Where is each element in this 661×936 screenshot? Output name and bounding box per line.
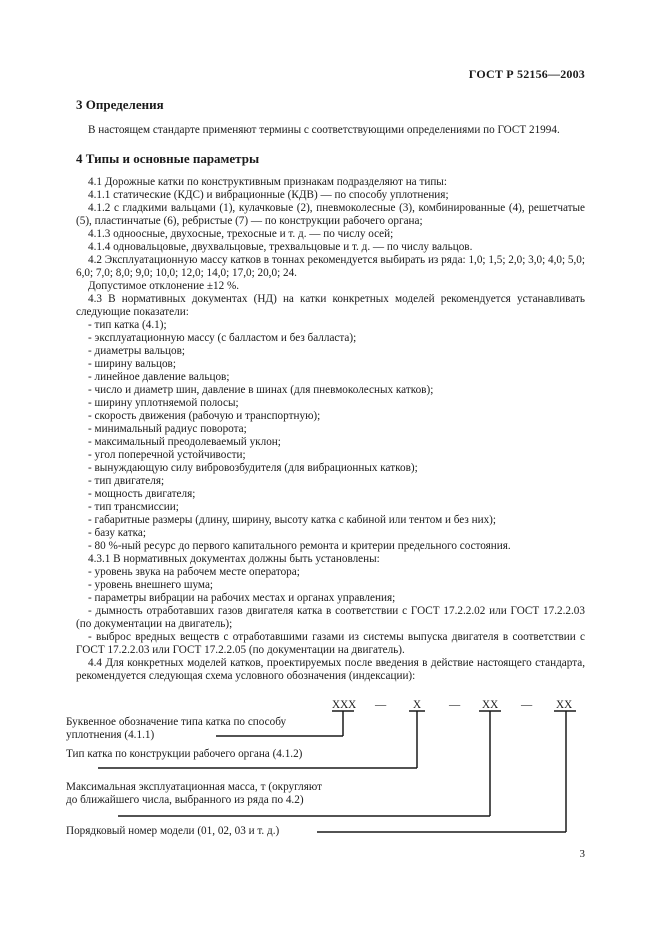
list-item: - ширину вальцов; (88, 358, 176, 370)
para-4-1-1: 4.1.1 статические (КДС) и вибрационные (КДВ) — по способу уплотнения; (88, 189, 449, 201)
para-4-3-1: 4.3.1 В нормативных документах должны быть установлены: (88, 553, 380, 565)
scheme-dash-2: — (449, 699, 461, 711)
list-item: - 80 %-ный ресурс до первого капитального ремонта и критерии предельного состояния. (88, 540, 511, 552)
list-item: - параметры вибрации на рабочих местах и органах управления; (88, 592, 396, 604)
list-item: - уровень внешнего шума; (88, 579, 214, 591)
para-4-1-4: 4.1.4 одновальцовые, двухвальцовые, трехвальцовые и т. д. — по числу вальцов. (88, 241, 473, 253)
list-item: - базу катка; (88, 527, 146, 539)
para-4-1-3: 4.1.3 одноосные, двухосные, трехосные и т. д. — по числу осей; (88, 228, 394, 240)
list-item: - линейное давление вальцов; (88, 371, 230, 383)
scheme-label-type: Буквенное обозначение типа катка по способу уплотнения (4.1.1) (66, 716, 287, 741)
scheme-label-mass: Максимальная эксплуатационная масса, т (округляют до ближайшего числа, выбранного из ряда по 4.2) (66, 781, 322, 806)
list-item: - эксплуатационную массу (с балластом и без балласта); (88, 332, 357, 344)
list-item: - тип трансмиссии; (88, 501, 179, 513)
list-item: - тип двигателя; (88, 475, 165, 487)
section-3-title: 3 Определения (76, 97, 164, 112)
list-item: - угол поперечной устойчивости; (88, 449, 246, 461)
scheme-label-model: Порядковый номер модели (01, 02, 03 и т. д.) (66, 825, 280, 837)
scheme-code-model: ХХ (556, 699, 573, 711)
page-number: 3 (579, 848, 585, 860)
para-4-4: 4.4 Для конкретных моделей катков, проектируемых после введения в действие настоящего стандарта, рекомендуется следующая схема условного обозначения (индексации): (76, 657, 585, 682)
list-item: - габаритные размеры (длину, ширину, высоту катка с кабиной или тентом и без них); (88, 514, 497, 526)
list-item: - мощность двигателя; (88, 488, 196, 500)
section-3-text: В настоящем стандарте применяют термины с соответствующими определениями по ГОСТ 21994. (88, 124, 560, 136)
list-item: - ширину уплотняемой полосы; (88, 397, 239, 409)
list-item: - число и диаметр шин, давление в шинах (для пневмоколесных катков); (88, 384, 434, 396)
document-header: ГОСТ Р 52156—2003 (468, 67, 585, 81)
para-smoke: - дымность отработавших газов двигателя катка в соответствии с ГОСТ 17.2.2.02 или ГОСТ 17.2.2.03 (по документации на двигатель); (76, 605, 585, 630)
scheme-label-design: Тип катка по конструкции рабочего органа (4.1.2) (66, 748, 303, 760)
list-item: - скорость движения (рабочую и транспортную); (88, 410, 321, 422)
para-4-2: 4.2 Эксплуатационную массу катков в тоннах рекомендуется выбирать из ряда: 1,0; 1,5; 2,0; 3,0; 4,0; 5,0; 6,0; 7,0; 8,0; 9,0; 10,0; 12,0; 14,0; 17,0; 20,0; 24. (76, 254, 585, 279)
para-emissions: - выброс вредных веществ с отработавшими газами из системы выпуска двигателя в соответствии с ГОСТ 17.2.2.03 или ГОСТ 17.2.2.05 (по документации на двигатель). (76, 631, 585, 656)
scheme-code-type: ХХХ (332, 699, 357, 711)
para-4-1-2: 4.1.2 с гладкими вальцами (1), кулачковые (2), пневмоколесные (3), комбинированные (4), решетчатые (5), пластинчатые (6), ребристые (7) — по конструкции рабочего органа; (76, 202, 585, 227)
para-4-2-tolerance: Допустимое отклонение ±12 %. (88, 280, 240, 292)
para-4-3: 4.3 В нормативных документах (НД) на катки конкретных моделей рекомендуется устанавливать следующие показатели: (76, 293, 585, 318)
list-item: - уровень звука на рабочем месте оператора; (88, 566, 300, 578)
list-item: - вынуждающую силу вибровозбудителя (для вибрационных катков); (88, 462, 418, 474)
scheme-code-mass: ХХ (482, 699, 499, 711)
section-4-title: 4 Типы и основные параметры (76, 151, 260, 166)
para-4-1: 4.1 Дорожные катки по конструктивным признакам подразделяют на типы: (88, 176, 447, 188)
list-item: - тип катка (4.1); (88, 319, 167, 331)
scheme-dash-1: — (375, 699, 387, 711)
scheme-code-design: Х (413, 699, 422, 711)
scheme-dash-3: — (521, 699, 533, 711)
list-item: - диаметры вальцов; (88, 345, 186, 357)
list-item: - минимальный радиус поворота; (88, 423, 247, 435)
list-item: - максимальный преодолеваемый уклон; (88, 436, 281, 448)
